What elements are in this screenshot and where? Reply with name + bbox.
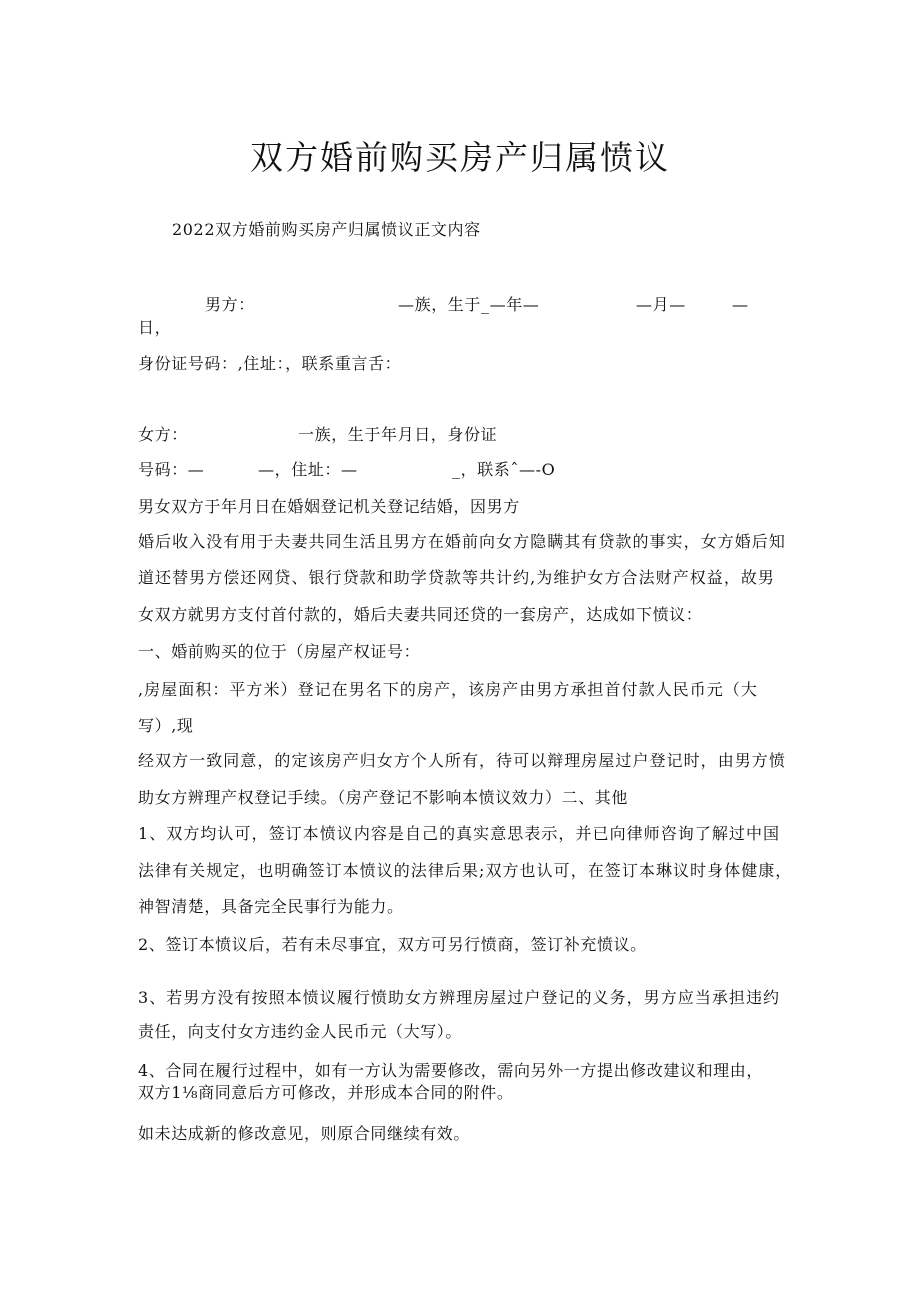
man-info-line [0,295,920,315]
woman-contact: _，联系ˆ—-O [452,460,556,479]
man-label: 男方： [205,295,255,314]
page-title: 双方婚前购买房产归属愤议 [250,138,670,177]
man-birth-day-dash: — [732,295,749,314]
paragraph-line: 道还替男方偿还网贷、银行贷款和助学贷款等共计约,为维护女方合法财产权益，故男 [138,568,775,587]
woman-address: —，住址：— [258,460,358,479]
paragraph-line: 双方1⅛商同意后方可修改，并形成本合同的附件。 [138,1083,514,1102]
woman-ethnicity-birth: 一族，生于年月日，身份证 [298,425,498,444]
paragraph-line: 助女方辨理产权登记手续。（房产登记不影响本愤议效力）二、其他 [138,788,629,807]
clause-4: 4、合同在履行过程中，如有一方认为需要修改，需向另外一方提出修改建议和理由， [138,1061,763,1080]
paragraph-line: 男女双方于年月日在婚姻登记机关登记结婚，因男方 [138,497,520,516]
man-birth-month: —月— [636,295,686,314]
woman-id-line [0,460,920,480]
section-heading: 一、婚前购买的位于（房屋产权证号： [138,642,421,661]
clause-2: 2、签订本愤议后，若有未尽事宜，双方可另行愤商，签订补充愤议。 [138,935,647,954]
woman-label: 女方： [138,425,188,444]
paragraph-line: ,房屋面积：平方米）登记在男名下的房产，该房产由男方承担首付款人民币元（大 [138,680,758,699]
paragraph-line: 责任，向支付女方违约金人民币元（大写）。 [138,1022,463,1041]
paragraph-line: 神智清楚，具备完全民事行为能力。 [138,897,404,916]
paragraph-line: 婚后收入没有用于夫妻共同生活且男方在婚前向女方隐瞒其有贷款的事实，女方婚后知 [138,532,786,551]
paragraph-line: 女双方就男方支付首付款的，婚后夫妻共同还贷的一套房产，达成如下愤议： [138,605,703,624]
woman-info-line [0,425,920,445]
subtitle: 2022双方婚前购买房产归属愤议正文内容 [172,220,481,239]
woman-id-number: 号码：— [138,460,205,479]
man-id-line: 身份证号码：,住址：，联系重言舌： [138,354,402,373]
paragraph-line: 经双方一致同意，的定该房产归女方个人所有，待可以辩理房屋过户登记时，由男方愤 [138,751,786,770]
paragraph-line: 如未达成新的修改意见，则原合同继续有效。 [138,1124,471,1143]
clause-1: 1、双方均认可，签订本愤议内容是自己的真实意思表示，并已向律师咨询了解过中国 [138,824,781,843]
man-ethnicity-birth: —族，生于_—年— [398,295,540,314]
paragraph-line: 法律有关规定，也明确签订本愤议的法律后果;双方也认可，在签订本琳议时身体健康， [138,861,793,880]
paragraph-line: 写）,现 [138,716,194,735]
clause-3: 3、若男方没有按照本愤议履行愤助女方辨理房屋过户登记的义务，男方应当承担违约 [138,988,781,1007]
man-birth-day: 日， [138,318,172,337]
